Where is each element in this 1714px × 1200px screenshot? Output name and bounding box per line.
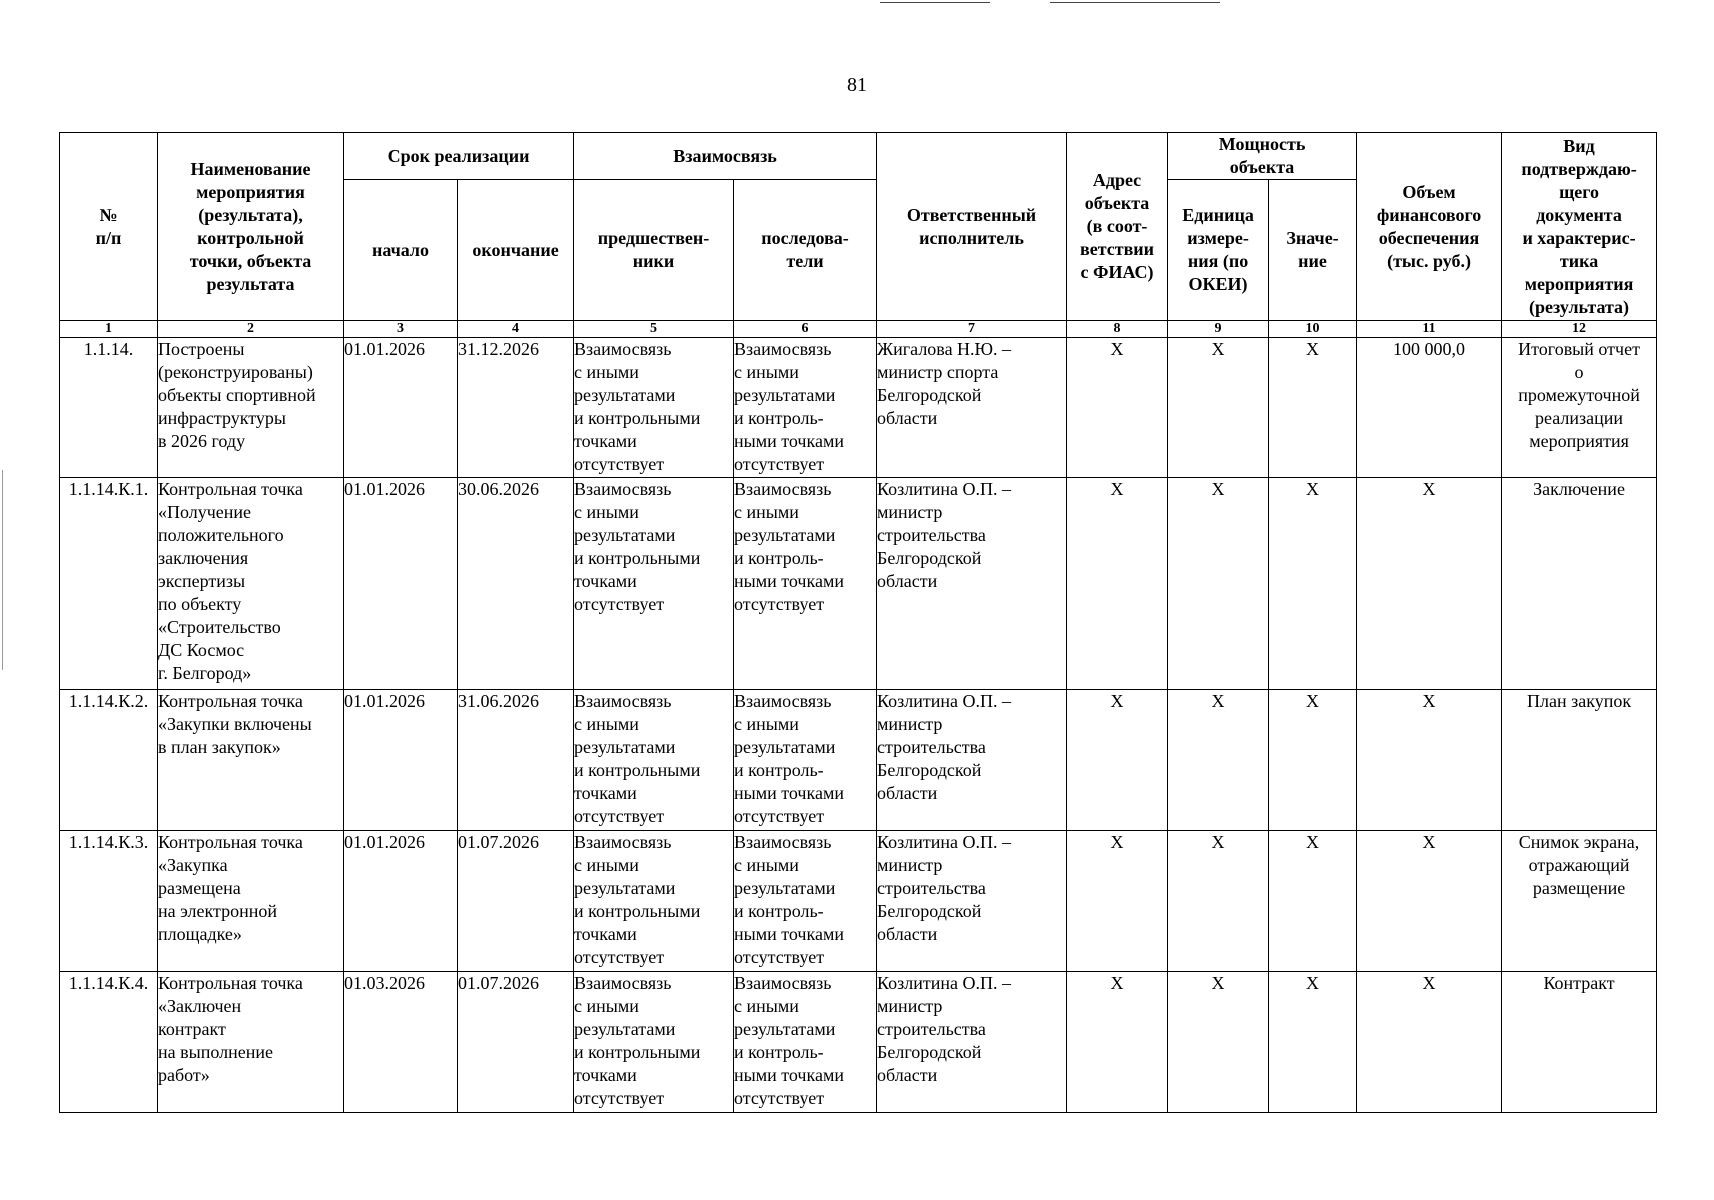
cell-next: Взаимосвязь с иными результатами и контроль- ными точками отсутствует bbox=[734, 690, 877, 831]
cell-address: Х bbox=[1067, 972, 1168, 1113]
cell-end: 01.07.2026 bbox=[458, 972, 574, 1113]
cell-next: Взаимосвязь с иными результатами и контроль- ными точками отсутствует bbox=[734, 338, 877, 478]
cell-address: Х bbox=[1067, 831, 1168, 972]
header-doc-type: Вид подтверждаю- щего документа и характерис- тика мероприятия (результата) bbox=[1502, 133, 1657, 321]
cell-prev: Взаимосвязь с иными результатами и контрольными точками отсутствует bbox=[574, 478, 734, 690]
cell-unit: Х bbox=[1168, 831, 1269, 972]
header-unit: Единица измере- ния (по ОКЕИ) bbox=[1168, 180, 1269, 321]
activities-table bbox=[59, 132, 1657, 1113]
cell-prev: Взаимосвязь с иными результатами и контрольными точками отсутствует bbox=[574, 338, 734, 478]
cell-address: Х bbox=[1067, 478, 1168, 690]
cell-unit: Х bbox=[1168, 972, 1269, 1113]
cell-value: Х bbox=[1269, 478, 1357, 690]
cell-name: Контрольная точка «Закупка размещена на электронной площадке» bbox=[158, 831, 344, 972]
column-number: 8 bbox=[1067, 321, 1168, 338]
cell-address: Х bbox=[1067, 690, 1168, 831]
header-link-group: Взаимосвязь bbox=[574, 133, 877, 180]
column-numbers-row bbox=[60, 321, 1657, 338]
header-name: Наименование мероприятия (результата), контрольной точки, объекта результата bbox=[158, 133, 344, 321]
header-term-end: окончание bbox=[458, 180, 574, 321]
column-number: 6 bbox=[734, 321, 877, 338]
cell-responsible: Козлитина О.П. – министр строительства Белгородской области bbox=[877, 478, 1067, 690]
cell-value: Х bbox=[1269, 831, 1357, 972]
table-header bbox=[60, 133, 1657, 338]
cell-name: Построены (реконструированы) объекты спортивной инфраструктуры в 2026 году bbox=[158, 338, 344, 478]
cell-value: Х bbox=[1269, 972, 1357, 1113]
column-number: 2 bbox=[158, 321, 344, 338]
cell-unit: Х bbox=[1168, 478, 1269, 690]
cell-num: 1.1.14.К.3. bbox=[60, 831, 158, 972]
cell-start: 01.01.2026 bbox=[344, 831, 458, 972]
cell-num: 1.1.14.К.2. bbox=[60, 690, 158, 831]
cell-next: Взаимосвязь с иными результатами и контроль- ными точками отсутствует bbox=[734, 478, 877, 690]
top-scan-rule bbox=[1050, 2, 1220, 3]
cell-funding: Х bbox=[1357, 478, 1502, 690]
cell-name: Контрольная точка «Получение положительного заключения экспертизы по объекту «Строительство ДС Космос г. Белгород» bbox=[158, 478, 344, 690]
cell-prev: Взаимосвязь с иными результатами и контрольными точками отсутствует bbox=[574, 831, 734, 972]
table-body bbox=[60, 338, 1657, 1113]
cell-start: 01.01.2026 bbox=[344, 478, 458, 690]
header-funding: Объем финансового обеспечения (тыс. руб.) bbox=[1357, 133, 1502, 321]
cell-num: 1.1.14.К.1. bbox=[60, 478, 158, 690]
top-scan-rule bbox=[880, 2, 990, 3]
cell-start: 01.03.2026 bbox=[344, 972, 458, 1113]
table-row bbox=[60, 478, 1657, 690]
cell-funding: Х bbox=[1357, 690, 1502, 831]
cell-funding: Х bbox=[1357, 831, 1502, 972]
cell-start: 01.01.2026 bbox=[344, 338, 458, 478]
table-row bbox=[60, 831, 1657, 972]
cell-doc: Заключение bbox=[1502, 478, 1657, 690]
cell-name: Контрольная точка «Закупки включены в план закупок» bbox=[158, 690, 344, 831]
header-value: Значе- ние bbox=[1269, 180, 1357, 321]
cell-unit: Х bbox=[1168, 338, 1269, 478]
cell-funding: Х bbox=[1357, 972, 1502, 1113]
cell-doc: Итоговый отчет о промежуточной реализации мероприятия bbox=[1502, 338, 1657, 478]
cell-responsible: Жигалова Н.Ю. – министр спорта Белгородской области bbox=[877, 338, 1067, 478]
cell-end: 31.12.2026 bbox=[458, 338, 574, 478]
header-capacity-group: Мощность объекта bbox=[1168, 133, 1357, 180]
cell-num: 1.1.14.К.4. bbox=[60, 972, 158, 1113]
header-link-next: последова- тели bbox=[734, 180, 877, 321]
cell-start: 01.01.2026 bbox=[344, 690, 458, 831]
header-term-start: начало bbox=[344, 180, 458, 321]
cell-name: Контрольная точка «Заключен контракт на выполнение работ» bbox=[158, 972, 344, 1113]
table-row bbox=[60, 972, 1657, 1113]
cell-responsible: Козлитина О.П. – министр строительства Белгородской области bbox=[877, 972, 1067, 1113]
header-term-group: Срок реализации bbox=[344, 133, 574, 180]
left-scan-mark bbox=[2, 470, 3, 670]
column-number: 9 bbox=[1168, 321, 1269, 338]
header-responsible: Ответственный исполнитель bbox=[877, 133, 1067, 321]
cell-prev: Взаимосвязь с иными результатами и контрольными точками отсутствует bbox=[574, 690, 734, 831]
cell-num: 1.1.14. bbox=[60, 338, 158, 478]
cell-responsible: Козлитина О.П. – министр строительства Белгородской области bbox=[877, 831, 1067, 972]
cell-next: Взаимосвязь с иными результатами и контроль- ными точками отсутствует bbox=[734, 972, 877, 1113]
header-num: № п/п bbox=[60, 133, 158, 321]
column-number: 5 bbox=[574, 321, 734, 338]
cell-doc: План закупок bbox=[1502, 690, 1657, 831]
cell-next: Взаимосвязь с иными результатами и контроль- ными точками отсутствует bbox=[734, 831, 877, 972]
column-number: 3 bbox=[344, 321, 458, 338]
header-link-prev: предшествен- ники bbox=[574, 180, 734, 321]
cell-value: Х bbox=[1269, 690, 1357, 831]
table-row bbox=[60, 690, 1657, 831]
cell-doc: Снимок экрана, отражающий размещение bbox=[1502, 831, 1657, 972]
cell-funding: 100 000,0 bbox=[1357, 338, 1502, 478]
column-number: 4 bbox=[458, 321, 574, 338]
cell-value: Х bbox=[1269, 338, 1357, 478]
cell-prev: Взаимосвязь с иными результатами и контрольными точками отсутствует bbox=[574, 972, 734, 1113]
column-number: 11 bbox=[1357, 321, 1502, 338]
header-address: Адрес объекта (в соот- ветствии с ФИАС) bbox=[1067, 133, 1168, 321]
cell-address: Х bbox=[1067, 338, 1168, 478]
column-number: 7 bbox=[877, 321, 1067, 338]
cell-end: 01.07.2026 bbox=[458, 831, 574, 972]
cell-doc: Контракт bbox=[1502, 972, 1657, 1113]
column-number: 12 bbox=[1502, 321, 1657, 338]
cell-unit: Х bbox=[1168, 690, 1269, 831]
column-number: 10 bbox=[1269, 321, 1357, 338]
cell-end: 31.06.2026 bbox=[458, 690, 574, 831]
table-row bbox=[60, 338, 1657, 478]
cell-end: 30.06.2026 bbox=[458, 478, 574, 690]
column-number: 1 bbox=[60, 321, 158, 338]
page-number: 81 bbox=[847, 74, 867, 96]
header-row-1 bbox=[60, 133, 1657, 180]
cell-responsible: Козлитина О.П. – министр строительства Белгородской области bbox=[877, 690, 1067, 831]
